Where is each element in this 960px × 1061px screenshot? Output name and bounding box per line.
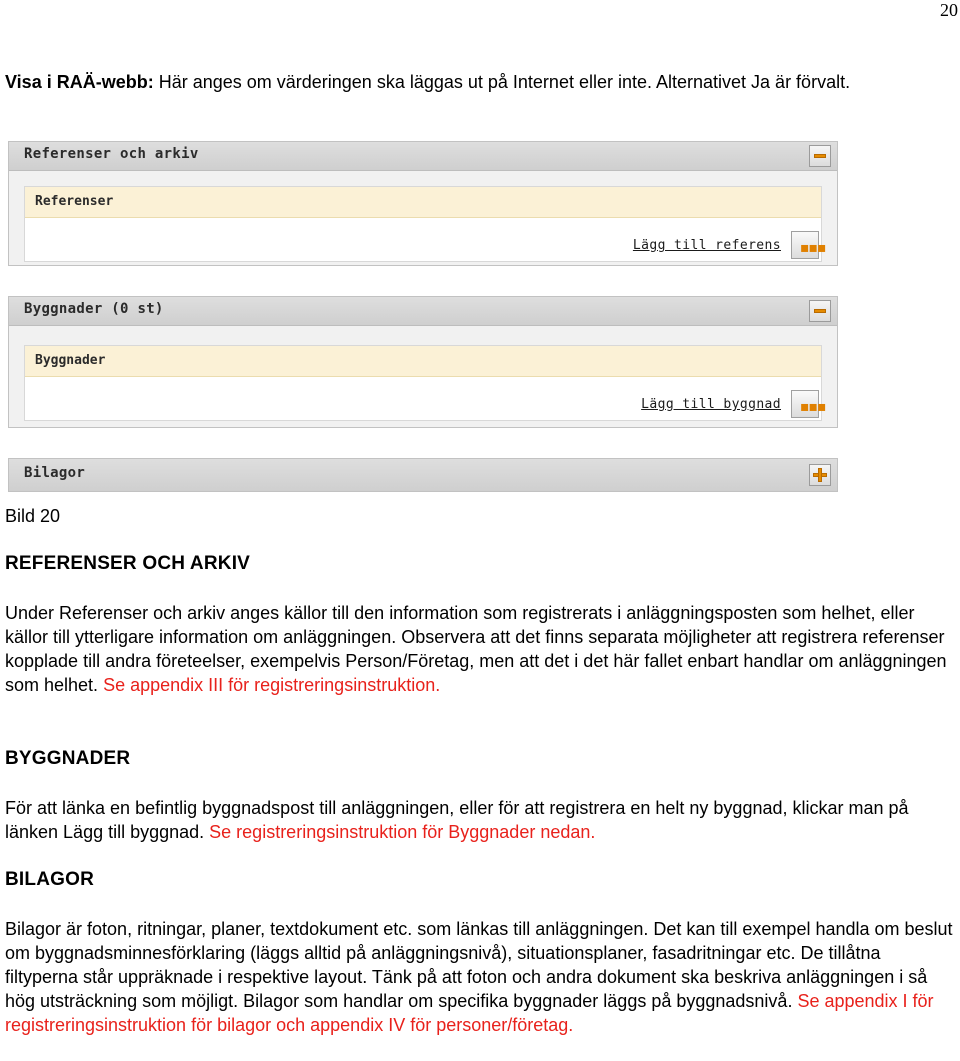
- references-panel-title: Referenser och arkiv: [24, 146, 199, 162]
- browse-references-button[interactable]: [791, 231, 826, 259]
- collapse-buildings-button[interactable]: [809, 300, 831, 322]
- references-subsection: [24, 186, 826, 262]
- references-subsection-header: [25, 187, 821, 218]
- minus-icon: [814, 154, 826, 158]
- intro-term: Visa i RAÄ-webb:: [5, 72, 154, 92]
- expand-attachments-button[interactable]: [809, 464, 831, 486]
- buildings-subsection-header: [25, 346, 821, 377]
- buildings-paragraph: [5, 796, 957, 844]
- browse-buildings-button[interactable]: [791, 390, 826, 418]
- references-heading: REFERENSER OCH ARKIV: [5, 553, 251, 574]
- buildings-panel: [8, 296, 838, 428]
- intro-paragraph: [5, 70, 957, 94]
- page-number: 20: [940, 0, 958, 20]
- buildings-subsection-title: Byggnader: [35, 353, 106, 368]
- ellipsis-icon: ▪▪▪: [800, 399, 826, 415]
- add-reference-link[interactable]: Lägg till referens: [632, 238, 781, 253]
- buildings-heading: BYGGNADER: [5, 748, 131, 769]
- minus-icon: [814, 309, 826, 313]
- buildings-panel-title: Byggnader (0 st): [24, 301, 164, 317]
- references-panel: [8, 141, 838, 266]
- intro-text: Här anges om värderingen ska läggas ut på Internet eller inte. Alternativet Ja är förvalt.: [153, 72, 851, 92]
- figure-caption: Bild 20: [5, 506, 61, 526]
- attachments-heading: BILAGOR: [5, 869, 95, 890]
- references-appendix-link[interactable]: Se appendix III för registreringsinstruktion.: [103, 675, 441, 695]
- attachments-appendix-link[interactable]: Se appendix I för registreringsinstruktion för bilagor och appendix IV för personer/företag.: [5, 991, 934, 1035]
- attachments-paragraph: [5, 917, 957, 1037]
- attachments-panel: [8, 458, 838, 492]
- references-body: Under Referenser och arkiv anges källor till den information som registrerats i anläggningsposten som helhet, eller källor till ytterligare information om anläggningen. Observera att det finns separata möjligheter att registrera referenser kopplade till andra företeelser, exempelvis Person/Företag, men att det i det här fallet enbart handlar om anläggningen som helhet.: [5, 603, 947, 695]
- buildings-subsection: [24, 345, 826, 421]
- plus-icon: [813, 468, 827, 482]
- references-subsection-title: Referenser: [35, 194, 114, 209]
- attachments-body: Bilagor är foton, ritningar, planer, textdokument etc. som länkas till anläggningen. Det kan till exempel handla om beslut om byggnadsminnesförklaring (läggs alltid på anläggningsnivå), situationsplaner, fasadritningar etc. De tillåtna filtyperna står uppräknade i respektive layout. Tänk på att foton och andra dokument ska beskriva anläggningen i så hög utsträckning som möjligt. Bilagor som handlar om specifika byggnader läggs på byggnadsnivå.: [5, 919, 953, 1011]
- buildings-body: För att länka en befintlig byggnadspost till anläggningen, eller för att registrera en helt ny byggnad, klickar man på länken Lägg till byggnad.: [5, 798, 909, 842]
- attachments-panel-header: [9, 459, 837, 491]
- attachments-panel-title: Bilagor: [24, 465, 86, 481]
- buildings-instruction-link[interactable]: Se registreringsinstruktion för Byggnader nedan.: [209, 822, 596, 842]
- collapse-references-button[interactable]: [809, 145, 831, 167]
- references-paragraph: [5, 601, 957, 697]
- buildings-panel-header: [9, 297, 837, 326]
- ellipsis-icon: ▪▪▪: [800, 240, 826, 256]
- references-panel-header: [9, 142, 837, 171]
- add-building-link[interactable]: Lägg till byggnad: [641, 397, 781, 412]
